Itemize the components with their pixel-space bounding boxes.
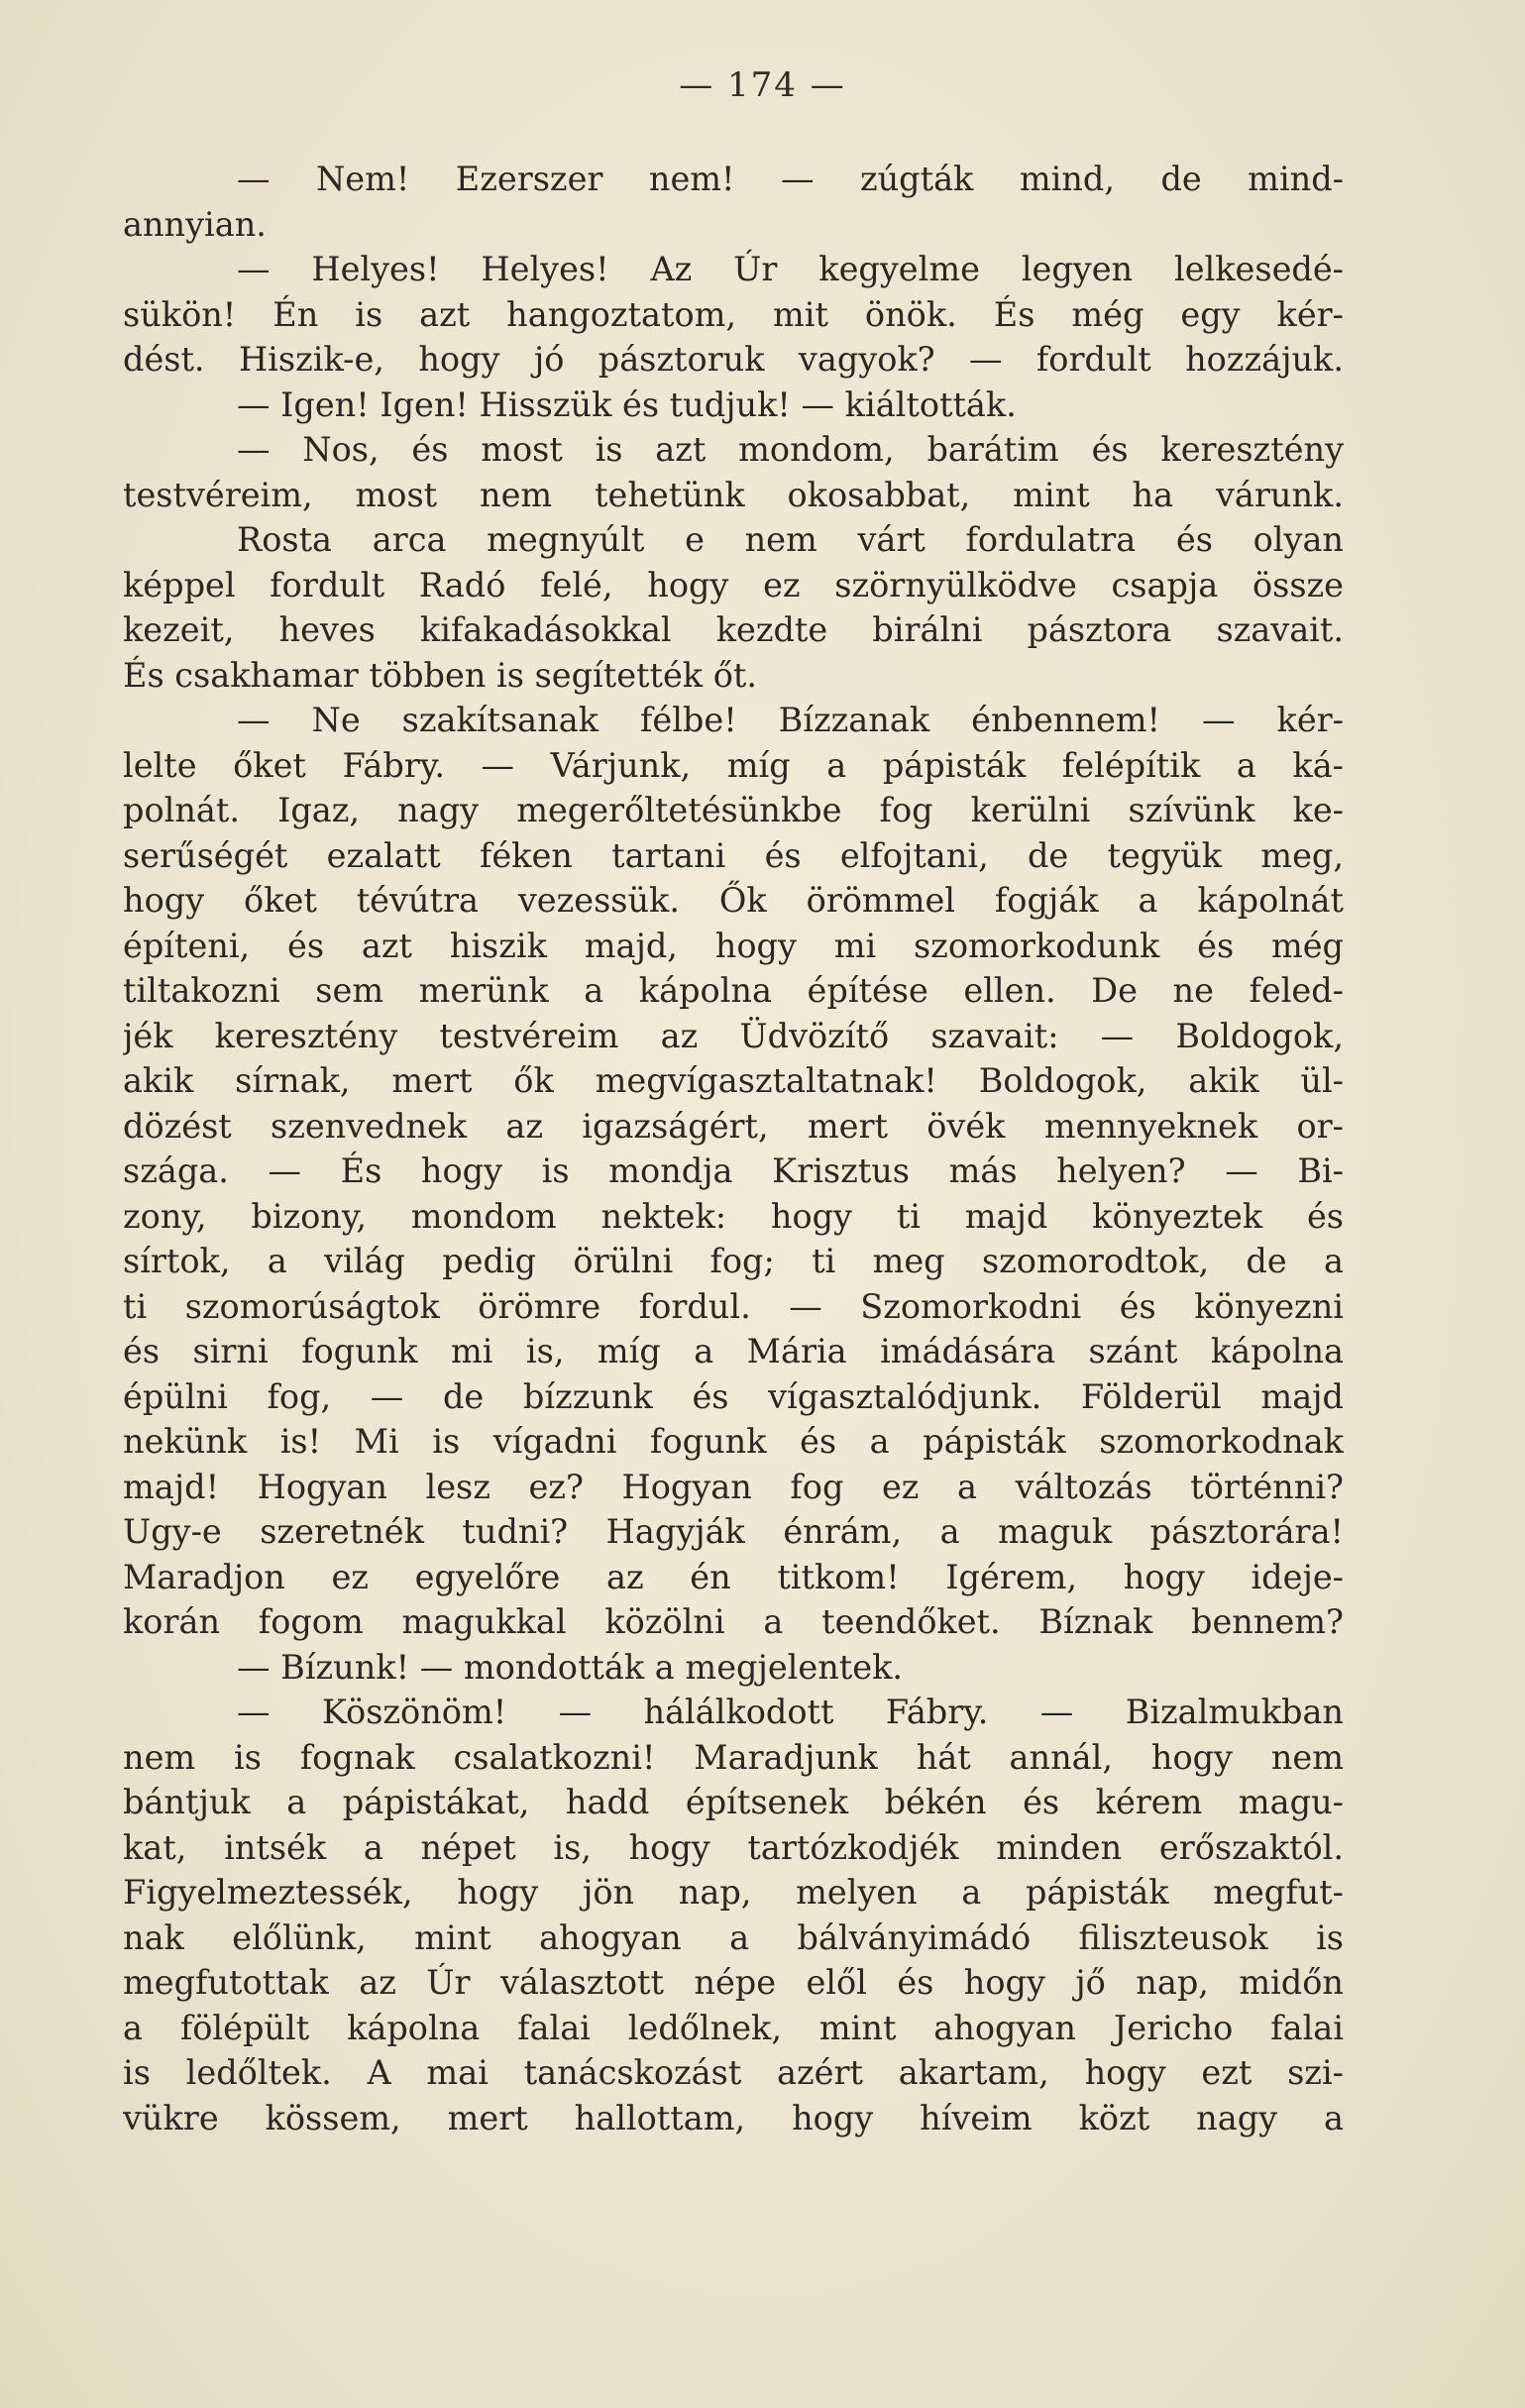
text-line: építeni, és azt hiszik majd, hogy mi szomorkodunk és még (123, 926, 1344, 965)
text-line: is ledőltek. A mai tanácskozást azért akartam, hogy ezt szi- (123, 2053, 1344, 2092)
text-line: testvéreim, most nem tehetünk okosabbat, mint ha várunk. (123, 475, 1344, 514)
text-line: — Igen! Igen! Hisszük és tudjuk! — kiáltották. (237, 384, 1017, 424)
text-line: sükön! Én is azt hangoztatom, mit önök. És még egy kér- (123, 294, 1344, 334)
text-line: nak előlünk, mint ahogyan a bálványimádó filiszteusok is (123, 1917, 1344, 1957)
text-line: lelte őket Fábry. — Várjunk, míg a pápisták felépítik a ká- (123, 745, 1344, 785)
text-line: — Ne szakítsanak félbe! Bízzanak énbennem! — kér- (237, 701, 1344, 739)
text-line: dözést szenvednek az igazságért, mert övék mennyeknek or- (123, 1106, 1344, 1146)
text-line: Rosta arca megnyúlt e nem várt fordulatra és olyan (237, 520, 1344, 559)
text-line: nekünk is! Mi is vígadni fogunk és a pápisták szomorkodnak (123, 1422, 1344, 1461)
text-line: ti szomorúságtok örömre fordul. — Szomorkodni és könyezni (123, 1286, 1344, 1326)
text-line: tiltakozni sem merünk a kápolna építése ellen. De ne feled- (123, 971, 1344, 1010)
text-line: serűségét ezalatt féken tartani és elfojtani, de tegyük meg, (123, 835, 1344, 875)
text-line: Maradjon ez egyelőre az én titkom! Igérem, hogy ideje- (123, 1557, 1344, 1596)
text-line: bántjuk a pápistákat, hadd építsenek békén és kérem magu- (123, 1783, 1344, 1821)
text-line: Ugy-e szeretnék tudni? Hagyják énrám, a maguk pásztorára! (123, 1512, 1344, 1551)
text-line: zony, bizony, mondom nektek: hogy ti majd könyeztek és (123, 1196, 1344, 1236)
text-line: És csakhamar többen is segítették őt. (123, 655, 758, 695)
text-line: sírtok, a világ pedig örülni fog; ti meg szomorodtok, de a (123, 1242, 1344, 1280)
text-line: szága. — És hogy is mondja Krisztus más helyen? — Bi- (123, 1151, 1344, 1190)
text-line: — Bízunk! — mondották a megjelentek. (237, 1647, 904, 1687)
text-line: vükre kössem, mert hallottam, hogy híveim közt nagy a (123, 2098, 1344, 2137)
text-line: épülni fog, — de bízzunk és vígasztalódjunk. Földerül majd (123, 1376, 1344, 1416)
text-line: kat, intsék a népet is, hogy tartózkodjék minden erőszaktól. (123, 1827, 1344, 1867)
text-line: — Helyes! Helyes! Az Úr kegyelme legyen lelkesedé- (237, 250, 1344, 288)
text-line: — Nem! Ezerszer nem! — zúgták mind, de mind- (237, 160, 1344, 198)
text-line: polnát. Igaz, nagy megerőltetésünkbe fog kerülni szívünk ke- (123, 791, 1344, 829)
text-line: Figyelmeztessék, hogy jön nap, melyen a pápisták megfut- (123, 1873, 1344, 1912)
text-line: jék keresztény testvéreim az Üdvözítő szavait: — Boldogok, (123, 1016, 1344, 1055)
text-line: nem is fognak csalatkozni! Maradjunk hát annál, hogy nem (123, 1737, 1344, 1777)
text-line: akik sírnak, mert ők megvígasztaltatnak! Boldogok, akik ül- (123, 1061, 1344, 1100)
text-line: annyian. (123, 204, 267, 244)
text-line: majd! Hogyan lesz ez? Hogyan fog ez a változás történni? (123, 1467, 1344, 1506)
text-line: hogy őket tévútra vezessük. Ők örömmel fogják a kápolnát (123, 881, 1344, 920)
text-line: kezeit, heves kifakadásokkal kezdte birálni pásztora szavait. (123, 610, 1344, 649)
text-line: megfutottak az Úr választott népe elől és hogy jő nap, midőn (123, 1963, 1344, 2002)
text-line: — Köszönöm! — hálálkodott Fábry. — Bizalmukban (237, 1693, 1344, 1731)
body-text (123, 157, 1344, 2140)
text-line: — Nos, és most is azt mondom, barátim és keresztény (237, 430, 1344, 469)
text-line: képpel fordult Radó felé, hogy ez szörnyülködve csapja össze (123, 565, 1344, 604)
text-line: és sirni fogunk mi is, míg a Mária imádására szánt kápolna (123, 1332, 1344, 1370)
page-number: — 174 — (679, 65, 846, 105)
text-line: dést. Hiszik-e, hogy jó pásztoruk vagyok? — fordult hozzájuk. (123, 340, 1344, 379)
text-line: a fölépült kápolna falai ledőlnek, mint ahogyan Jericho falai (123, 2008, 1344, 2047)
text-line: korán fogom magukkal közölni a teendőket. Bíznak bennem? (123, 1602, 1344, 1641)
